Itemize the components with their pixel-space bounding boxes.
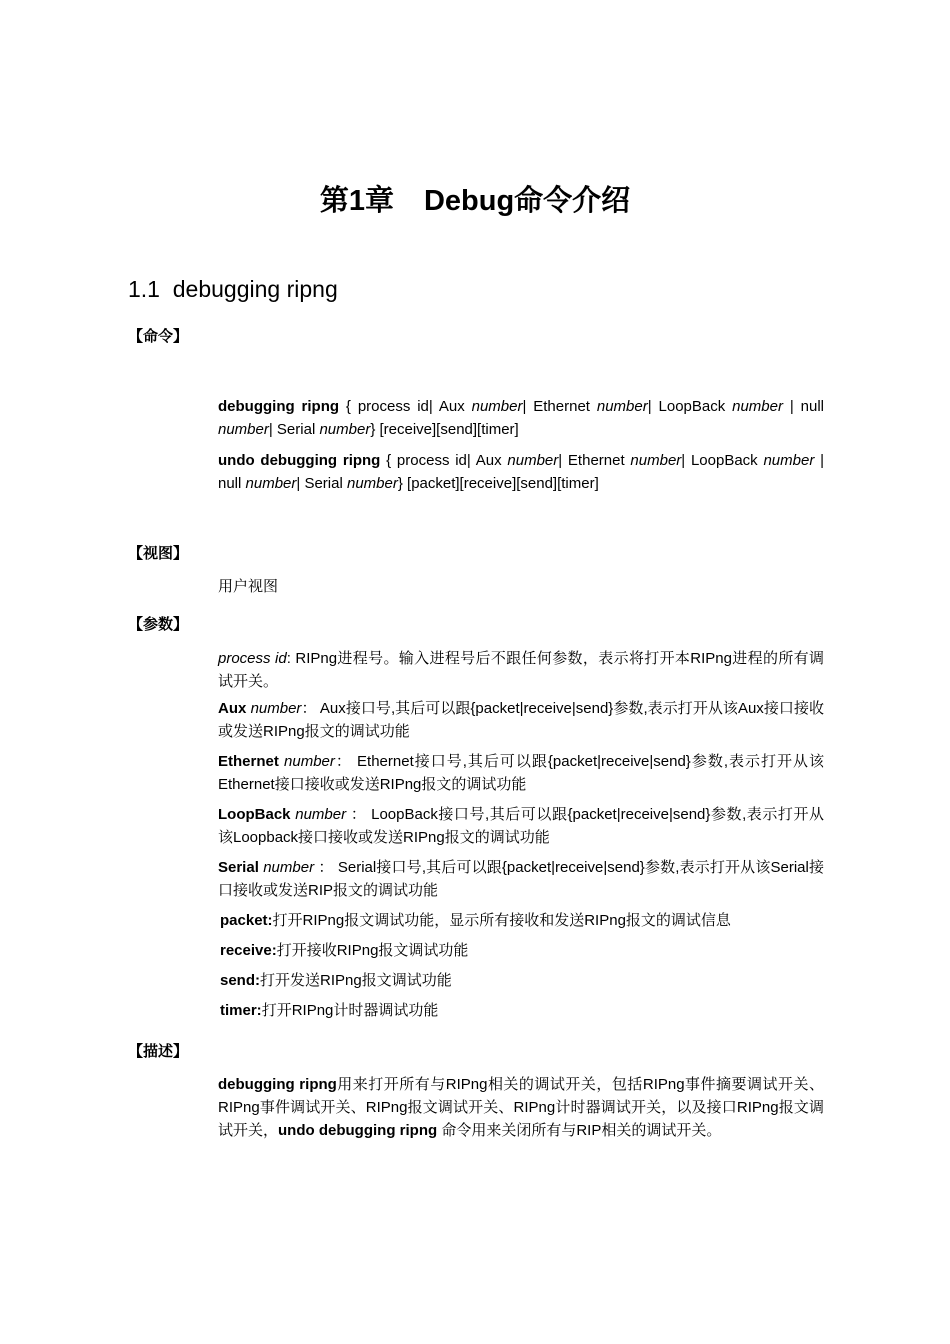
section-number: 1.1: [128, 276, 160, 302]
param-timer: timer:打开RIPng计时器调试功能: [220, 1002, 439, 1019]
chapter-number: 第1章: [319, 185, 394, 217]
label-params: 【参数】: [128, 616, 189, 633]
param-serial: Serial number ： Serial接口号,其后可以跟{packet|receive|send}参数,表示打开从该Serial接口接收或发送RIP报文的调试功能: [218, 859, 824, 899]
param-receive: receive:打开接收RIPng报文调试功能: [220, 942, 469, 959]
section-title: [128, 276, 338, 303]
param-packet: packet:打开RIPng报文调试功能，显示所有接收和发送RIPng报文的调试信息: [220, 912, 731, 929]
param-send: send:打开发送RIPng报文调试功能: [220, 972, 452, 989]
command-syntax-1: debugging ripng { process id| Aux number| Ethernet number| LoopBack number | null number| Serial number} [receive][send][timer]: [218, 398, 824, 438]
view-text: 用户视图: [218, 578, 279, 595]
param-ethernet: Ethernet number： Ethernet接口号,其后可以跟{packet|receive|send}参数,表示打开从该Ethernet接口接收或发送RIPng报文的调试功能: [218, 753, 824, 793]
label-command: 【命令】: [128, 328, 189, 345]
chapter-title: [0, 178, 950, 219]
param-aux: Aux number： Aux接口号,其后可以跟{packet|receive|send}参数,表示打开从该Aux接口接收或发送RIPng报文的调试功能: [218, 700, 825, 740]
param-loopback: LoopBack number ： LoopBack接口号,其后可以跟{packet|receive|send}参数,表示打开从该Loopback接口接收或发送RIPng报文的调试功能: [218, 806, 824, 846]
section-name: debugging ripng: [172, 276, 338, 302]
chapter-name: Debug命令介绍: [423, 185, 631, 217]
desc-text: debugging ripng用来打开所有与RIPng相关的调试开关，包括RIPng事件摘要调试开关、RIPng事件调试开关、RIPng报文调试开关、RIPng计时器调试开关，以及接口RIPng报文调试开关，undo debugging ripng 命令用来关闭所有与RIP相关的调试开关。: [218, 1076, 824, 1139]
command-syntax-2: undo debugging ripng { process id| Aux number| Ethernet number| LoopBack number | null number| Serial number} [packet][receive][send][timer]: [218, 452, 824, 492]
label-view: 【视图】: [128, 545, 189, 562]
label-desc: 【描述】: [128, 1043, 189, 1060]
param-process: process id: RIPng进程号。输入进程号后不跟任何参数，表示将打开本RIPng进程的所有调试开关。: [218, 650, 824, 690]
